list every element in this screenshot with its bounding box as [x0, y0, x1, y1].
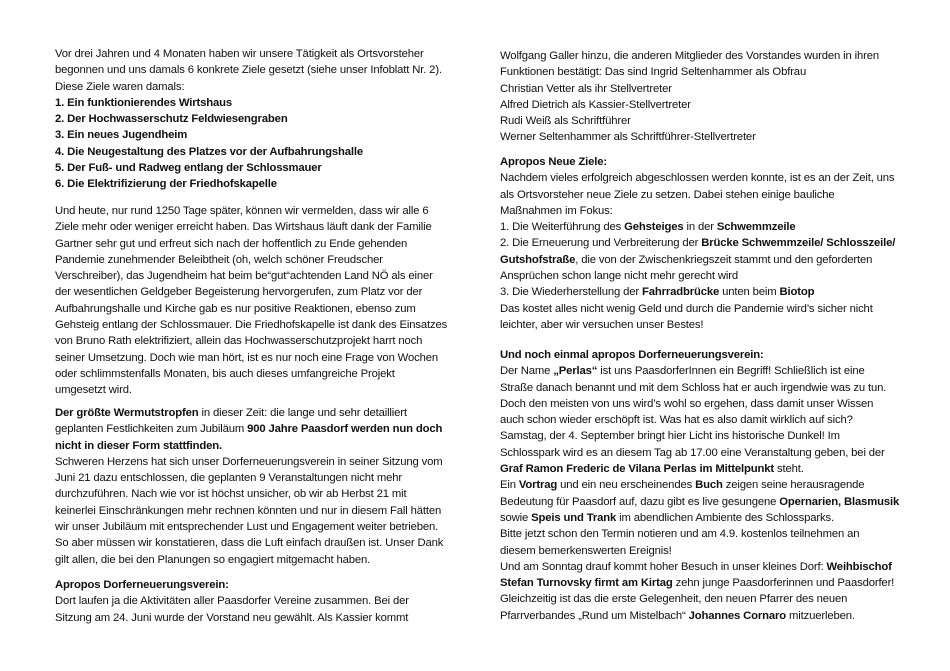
- text: unten beim: [719, 286, 780, 299]
- text-line: [500, 428, 899, 444]
- text: Gartner sehr gut und erfreut sich nach der hoffentlich zu Ende gehenden: [55, 237, 408, 250]
- text-line: [55, 350, 447, 366]
- text-line: [55, 519, 443, 535]
- text: Dort laufen ja die Aktivitäten aller Paasdorfer Vereine zusammen. Bei der: [55, 595, 409, 608]
- text: seiner Umsetzung. Doch wie man hört, ist es nur noch eine Frage von Wochen: [55, 351, 439, 364]
- text: zehn junge Paasdorferinnen und Paasdorfer!: [672, 577, 895, 590]
- bold-text: Biotop: [779, 286, 815, 299]
- text: Gehsteig entlang der Schlossmauer. Die Friedhofskapelle ist dank des Einsatzes: [55, 319, 448, 332]
- text-line: [500, 608, 899, 624]
- paragraph: [55, 46, 442, 193]
- text: Maßnahmen im Fokus:: [500, 204, 613, 217]
- text-line: [55, 366, 447, 382]
- text: der wesentlichen Geldgeber Begeisterung hervorgerufen, zum Platz vor der: [55, 286, 423, 299]
- text: Rudi Weiß als Schriftführer: [500, 115, 631, 128]
- text-line: [500, 461, 899, 477]
- text: Nachdem vieles erfolgreich abgeschlossen werden konnte, ist es an der Zeit, uns: [500, 172, 895, 185]
- text: gilt allen, die bei den Planungen so engagiert mitgemacht haben.: [55, 553, 371, 566]
- text-line: [500, 187, 895, 203]
- text-line: [55, 454, 443, 470]
- text-line: [500, 412, 899, 428]
- text-line: [500, 252, 895, 268]
- text: Ziele mehr oder weniger erreicht haben. Das Wirtshaus läuft dank der Familie: [55, 221, 432, 234]
- text-line: [55, 176, 442, 192]
- paragraph: [500, 48, 879, 146]
- text: Der Name: [500, 365, 554, 378]
- text: Doch den meisten von uns wird’s wohl so ergehen, dass damit unser Wissen: [500, 397, 874, 410]
- text-line: [500, 591, 899, 607]
- text: Schlosspark wird es an diesem Tag ab 17.00 eine Veranstaltung geben, bei der: [500, 446, 885, 459]
- bold-text: Und noch einmal apropos Dorferneuerungsverein:: [500, 349, 764, 361]
- bold-text: 1. Ein funktionierendes Wirtshaus: [55, 96, 232, 109]
- paragraph: [500, 347, 899, 624]
- text-line: [55, 219, 447, 235]
- text-line: [500, 575, 899, 591]
- text-line: [500, 170, 895, 186]
- text-line: [500, 284, 895, 300]
- text: Das kostet alles nicht wenig Geld und durch die Pandemie wird’s sicher nicht: [500, 302, 873, 315]
- text-line: [55, 111, 442, 127]
- bold-text: Gutshofstraße: [500, 253, 576, 266]
- text-line: [500, 445, 899, 461]
- text-line: [500, 363, 899, 379]
- text: begonnen und uns damals 6 konkrete Ziele gesetzt (siehe unser Infoblatt Nr. 2).: [55, 64, 442, 77]
- text-line: [55, 552, 443, 568]
- text: in der: [683, 221, 717, 234]
- text: zeigen seine herausragende: [722, 479, 865, 492]
- bold-text: Schwemmzeile: [716, 221, 796, 234]
- text: mitzuerleben.: [786, 609, 855, 622]
- bold-text: Gehsteiges: [624, 221, 684, 234]
- text-line: [500, 268, 895, 284]
- text: diesem bemerkenswerten Ereignis!: [500, 544, 672, 557]
- text-line: [55, 610, 409, 626]
- text: Alfred Dietrich als Kassier-Stellvertreter: [500, 98, 691, 111]
- text: steht.: [774, 463, 804, 476]
- text: Und am Sonntag drauf kommt hoher Besuch in unser kleines Dorf:: [500, 560, 827, 573]
- text: Werner Seltenhammer als Schriftführer-Stellvertreter: [500, 131, 756, 144]
- bold-text: Opernarien, Blasmusik: [779, 495, 900, 508]
- bold-text: „Perlas“: [553, 365, 598, 378]
- text: 2. Die Erneuerung und Verbreiterung der: [500, 237, 702, 250]
- text-line: [500, 64, 879, 80]
- text: Bedeutung für Paasdorf auf, dazu gibt es live gesungene: [500, 495, 780, 508]
- text-line: [500, 396, 899, 412]
- text: Straße danach benannt und mit dem Schloss hat er auch irgendwie was zu tun.: [500, 381, 887, 394]
- bold-text: Der größte Wermutstropfen: [55, 407, 199, 419]
- bold-text: 6. Die Elektrifizierung der Friedhofskapelle: [55, 178, 277, 191]
- bold-text: Johannes Cornaro: [688, 609, 787, 622]
- text: im abendlichen Ambiente des Schlossparks.: [616, 511, 835, 524]
- bold-text: Vortrag: [518, 479, 558, 492]
- text-line: [55, 301, 447, 317]
- text: geplanten Festlichkeiten zum Jubiläum: [55, 423, 248, 436]
- text-line: [55, 535, 443, 551]
- text-line: [55, 62, 442, 78]
- text-line: [55, 268, 447, 284]
- bold-text: Fahrradbrücke: [641, 286, 720, 299]
- text-line: [55, 317, 447, 333]
- text: keinerlei Einschränkungen mehr rechnen könnten und nur in diesem Fall hätten: [55, 504, 442, 517]
- text-line: [55, 252, 447, 268]
- text-line: [500, 113, 879, 129]
- text-line: [55, 405, 443, 421]
- text: auch schon wieder erschöpft ist. Was hat es also damit wirklich auf sich?: [500, 414, 853, 427]
- text-line: [500, 48, 879, 64]
- bold-text: 4. Die Neugestaltung des Platzes vor der Aufbahrungshalle: [55, 145, 364, 158]
- bold-text: Brücke Schwemmzeile/ Schlosszeile/: [701, 237, 896, 250]
- bold-text: 3. Ein neues Jugendheim: [55, 129, 188, 142]
- bold-text: 5. Der Fuß- und Radweg entlang der Schlossmauer: [55, 162, 322, 175]
- text: oder schlimmstenfalls Monaten, bis auch dieses umfangreiche Projekt: [55, 367, 395, 380]
- text: Diese Ziele waren damals:: [55, 80, 185, 93]
- text-line: [500, 219, 895, 235]
- paragraph: [500, 154, 895, 333]
- text: als Ortsvorsteher neue Ziele zu setzen. Dabei stehen einige bauliche: [500, 188, 835, 201]
- bold-text: Apropos Neue Ziele:: [500, 156, 607, 168]
- text-line: [500, 526, 899, 542]
- text-line: [500, 317, 895, 333]
- text-line: [500, 203, 895, 219]
- bold-text: 2. Der Hochwasserschutz Feldwiesengraben: [55, 113, 288, 126]
- paragraph: [55, 577, 409, 626]
- text: Sitzung am 24. Juni wurde der Vorstand neu gewählt. Als Kassier kommt: [55, 611, 409, 624]
- text: , die von der Zwischenkriegszeit stammt und den geforderten: [575, 253, 873, 266]
- text: Pandemie zunehmender Beleibtheit (oh, welch schöner Freudscher: [55, 253, 383, 266]
- text-line: [500, 380, 899, 396]
- text-line: [55, 503, 443, 519]
- text-line: [55, 236, 447, 252]
- paragraph: [55, 405, 443, 568]
- bold-text: Apropos Dorferneuerungsverein:: [55, 579, 229, 591]
- text-line: [55, 95, 442, 111]
- text-line: [55, 144, 442, 160]
- text: Und heute, nur rund 1250 Tage später, können wir vermelden, dass wir alle 6: [55, 205, 429, 217]
- text-line: [500, 301, 895, 317]
- text-line: [500, 494, 899, 510]
- bold-text: Graf Ramon Frederic de Vilana Perlas im Mittelpunkt: [500, 463, 775, 476]
- text-line: [55, 203, 447, 219]
- text: Bitte jetzt schon den Termin notieren und am 4.9. kostenlos teilnehmen an: [500, 528, 860, 541]
- bold-text: Buch: [695, 479, 723, 492]
- text: in dieser Zeit: die lange und sehr detailliert: [198, 407, 407, 419]
- bold-text: 900 Jahre Paasdorf werden nun doch: [247, 423, 443, 436]
- text: wir unser Jubiläum mit entsprechender Lust und Engagement weiter betrieben.: [55, 521, 439, 534]
- text: 1. Die Weiterführung des: [500, 221, 625, 234]
- text: Schweren Herzens hat sich unser Dorferneuerungsverein in seiner Sitzung vom: [55, 455, 443, 468]
- text: Christian Vetter als ihr Stellvertreter: [500, 82, 672, 95]
- text-line: [55, 46, 442, 62]
- text-line: [55, 577, 409, 593]
- text-line: [500, 154, 895, 170]
- text-line: [55, 284, 447, 300]
- text-line: [500, 510, 899, 526]
- text: Gleichzeitig ist das die erste Gelegenheit, den neuen Pfarrer des neuen: [500, 593, 848, 606]
- text: Vor drei Jahren und 4 Monaten haben wir unsere Tätigkeit als Ortsvorsteher: [55, 48, 424, 60]
- text: Samstag, der 4. September bringt hier Licht ins historische Dunkel! Im: [500, 430, 840, 443]
- text: Funktionen bestätigt: Das sind Ingrid Seltenhammer als Obfrau: [500, 66, 807, 79]
- text-line: [55, 333, 447, 349]
- text: Aufbahrungshalle und Kirche gab es nur positive Reaktionen, ebenso zum: [55, 302, 416, 315]
- text-line: [55, 79, 442, 95]
- text-line: [55, 593, 409, 609]
- text-line: [500, 81, 879, 97]
- bold-text: nicht in dieser Form stattfinden.: [55, 439, 223, 452]
- paragraph: [55, 203, 447, 399]
- text: Pfarrverbandes „Rund um Mistelbach“: [500, 609, 689, 622]
- text-line: [500, 235, 895, 251]
- text-line: [55, 470, 443, 486]
- text: umgesetzt wird.: [55, 384, 132, 397]
- text-line: [500, 543, 899, 559]
- text-line: [55, 421, 443, 437]
- text: von Bruno Rath elektrifiziert, allein das Hochwasserschutzprojekt harrt noch: [55, 335, 423, 348]
- bold-text: Stefan Turnovsky firmt am Kirtag: [500, 577, 673, 590]
- text-line: [500, 559, 899, 575]
- text-line: [55, 382, 447, 398]
- text-line: [55, 438, 443, 454]
- text: leichter, aber wir versuchen unser Bestes!: [500, 318, 704, 331]
- text-line: [500, 477, 899, 493]
- text: Ein: [500, 479, 519, 492]
- text-line: [55, 486, 443, 502]
- text: durchzuführen. Nach wie vor ist höchst unsicher, ob wir ab Herbst 21 mit: [55, 488, 407, 501]
- text-line: [55, 127, 442, 143]
- text: ist uns PaasdorferInnen ein Begriff! Schließlich ist eine: [597, 365, 865, 378]
- text: 3. Die Wiederherstellung der: [500, 286, 642, 299]
- text: und ein neu erscheinendes: [557, 479, 696, 492]
- text: Wolfgang Galler hinzu, die anderen Mitglieder des Vorstandes wurden in ihren: [500, 50, 879, 62]
- text: sowie: [500, 511, 532, 524]
- bold-text: Speis und Trank: [531, 511, 617, 524]
- text-line: [500, 347, 899, 363]
- bold-text: Weihbischof: [826, 560, 892, 573]
- text: So aber müssen wir konstatieren, dass die Luft einfach draußen ist. Unser Dank: [55, 537, 444, 550]
- text: Ansprüchen schon lange nicht mehr gerecht wird: [500, 270, 739, 283]
- text-line: [55, 160, 442, 176]
- text-line: [500, 129, 879, 145]
- text-line: [500, 97, 879, 113]
- text: Verschreiber), das Jugendheim hat beim be“gut“achtenden Land NÖ als einer: [55, 270, 433, 283]
- text: Juni 21 dazu entschlossen, die geplanten 9 Veranstaltungen nicht mehr: [55, 472, 403, 485]
